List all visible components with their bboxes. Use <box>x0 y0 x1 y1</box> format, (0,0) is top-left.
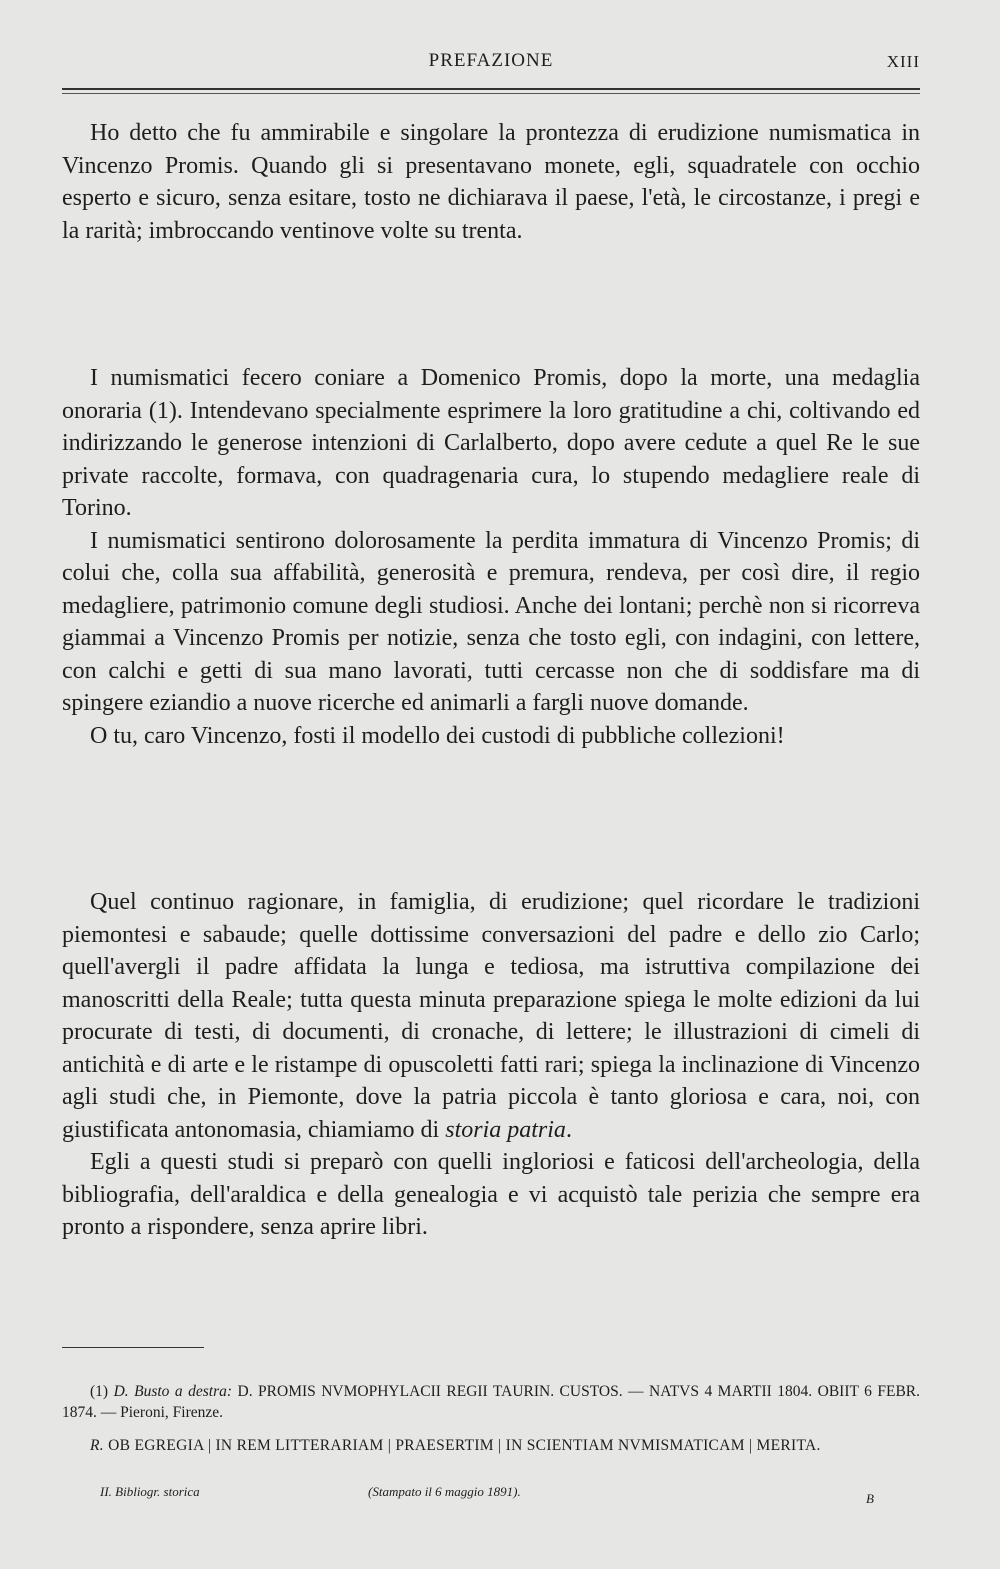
paragraph <box>62 886 920 1146</box>
footnote-text <box>62 1381 920 1423</box>
footnote-italic: R. <box>90 1437 104 1454</box>
text-block-2 <box>62 362 920 752</box>
paragraph-end: . <box>565 1116 572 1143</box>
header-rule-thick <box>62 88 920 90</box>
running-head-title: PREFAZIONE <box>428 50 554 71</box>
footnote-rule <box>62 1347 204 1348</box>
printing-date-text: (Stampato il 6 maggio 1891). <box>368 1484 521 1499</box>
signature-letter: B <box>866 1491 874 1506</box>
footnote-2 <box>62 1435 920 1456</box>
signature-mark-left <box>100 1484 200 1500</box>
italic-phrase: storia patria <box>445 1116 566 1143</box>
footnote-body: OB EGREGIA | IN REM LITTERARIAM | PRAESERTIM | IN SCIENTIAM NVMISMATICAM | MERITA. <box>108 1437 821 1454</box>
page-number: XIII <box>886 52 920 71</box>
header-rule-thin <box>62 93 920 94</box>
paragraph: O tu, caro Vincenzo, fosti il modello dei custodi di pubbliche collezioni! <box>90 722 785 749</box>
running-head <box>62 50 920 80</box>
signature-left-text: II. Bibliogr. storica <box>100 1484 200 1499</box>
footnote-body: D. PROMIS NVMOPHYLACII REGII TAURIN. CUSTOS. — NATVS 4 MARTII 1804. OBIIT 6 FEBR. 1874. — Pieroni, Firenze. <box>62 1383 921 1421</box>
text-block-3 <box>62 886 920 1244</box>
footnote-mark: (1) <box>90 1383 109 1400</box>
paragraph: Ho detto che fu ammirabile e singolare la prontezza di erudizione numismatica in Vincenzo Promis. Quando gli si presentavano monete, egli, squadratele con occhio esperto e sicuro, senza esitare, tosto ne dichiarava il paese, l'età, le circostanze, i pregi e la rarità; imbroccando ventinove volte su trenta. <box>62 120 920 244</box>
paragraph: I numismatici fecero coniare a Domenico Promis, dopo la morte, una medaglia onoraria (1). Intendevano specialmente esprimere la loro gratitudine a chi, coltivando ed indirizzando le generose intenzioni di Carlalberto, dopo avere cedute a quel Re le sue private raccolte, formava, con quadragenaria cura, lo stupendo medagliere reale di Torino. <box>62 365 920 521</box>
paragraph-text: Quel continuo ragionare, in famiglia, di erudizione; quel ricordare le tradizioni piemontesi e sabaude; quelle dottissime conversazioni del padre e dello zio Carlo; quell'avergli il padre affidata la lunga e tediosa, ma istruttiva compilazione dei manoscritti della Reale; tutta questa minuta preparazione spiega le molte edizioni da lui procurate di testi, di documenti, di cronache, di lettere; le illustrazioni di cimeli di antichità e di arte e le ristampe di opuscoletti fatti rari; spiega la inclinazione di Vincenzo agli studi che, in Piemonte, dove la patria piccola è tanto gloriosa e cara, noi, con giustificata antonomasia, chiamiamo di <box>62 889 920 1143</box>
printing-date <box>368 1484 521 1500</box>
paragraph: Egli a questi studi si preparò con quelli ingloriosi e faticosi dell'archeologia, della bibliografia, dell'araldica e della genealogia e vi acquistò tale perizia che sempre era pronto a rispondere, senza aprire libri. <box>62 1149 920 1240</box>
footnote-1 <box>62 1381 920 1423</box>
footnote-text <box>62 1435 920 1456</box>
paragraph: I numismatici sentirono dolorosamente la perdita immatura di Vincenzo Promis; di colui che, colla sua affabilità, generosità e premura, rendeva, per così dire, il regio medagliere, patrimonio comune degli studiosi. Anche dei lontani; perchè non si ricorreva giammai a Vincenzo Promis per notizie, senza che tosto egli, con indagini, con lettere, con calchi e getti di sua mano lavorati, tutti cercasse non che di soddisfare ma di spingere eziandio a nuove ricerche ed animarli a fargli nuove domande. <box>62 527 920 716</box>
footnote-italic: D. Busto a destra: <box>113 1383 233 1400</box>
text-block-1 <box>62 117 920 247</box>
